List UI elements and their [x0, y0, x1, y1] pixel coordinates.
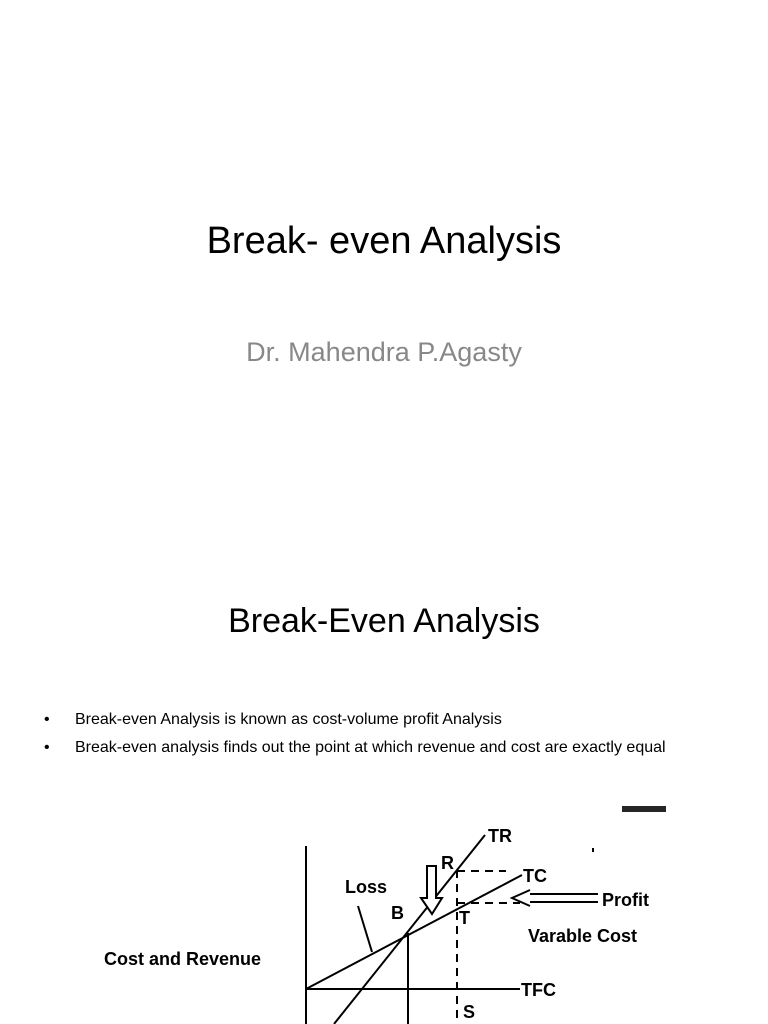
bullet-text: Break-even analysis finds out the point at which revenue and cost are exactly equal — [75, 739, 666, 756]
list-item — [40, 736, 700, 760]
tc-line — [306, 875, 522, 989]
b-label: B — [391, 903, 404, 923]
content-slide — [0, 512, 768, 1024]
tc-label: TC — [523, 866, 547, 886]
list-item — [40, 708, 700, 732]
t-label: T — [459, 908, 470, 928]
slide-title: Break-Even Analysis — [228, 602, 540, 640]
left-arrow-icon — [512, 890, 598, 906]
s-label: S — [463, 1002, 476, 1022]
slide-title: Break- even Analysis — [206, 220, 562, 262]
cropped-text-fragment — [622, 806, 666, 812]
bullet-icon: • — [44, 711, 50, 728]
loss-pointer — [358, 906, 372, 952]
break-even-chart — [0, 802, 768, 1024]
r-label: R — [441, 853, 454, 873]
tr-label: TR — [488, 826, 512, 846]
cost-and-revenue-label: Cost and Revenue — [104, 949, 262, 969]
break-even-diagram — [0, 802, 768, 1024]
down-arrow-icon — [421, 866, 442, 914]
speck — [592, 848, 594, 852]
tfc-label: TFC — [521, 980, 556, 1000]
loss-label: Loss — [345, 877, 388, 897]
variable-cost-label: Varable Cost — [528, 926, 638, 946]
bullet-text: Break-even Analysis is known as cost-volume profit Analysis — [75, 711, 502, 728]
bullet-list — [40, 708, 700, 764]
tr-line — [334, 835, 485, 1024]
author-subtitle: Dr. Mahendra P.Agasty — [246, 337, 522, 367]
profit-label: Profit — [602, 890, 649, 910]
bullet-icon: • — [44, 739, 50, 756]
